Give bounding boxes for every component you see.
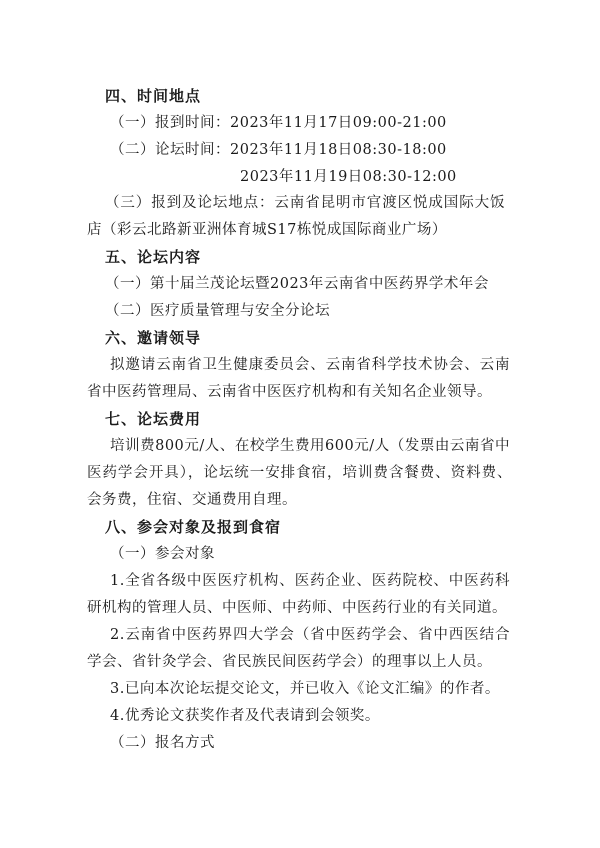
fees-line-2: 医药学会开具），论坛统一安排食宿，培训费含餐费、资料费、 xyxy=(87,465,512,481)
fees-line-1: 培训费800元/人、在校学生费用600元/人（发票由云南省中 xyxy=(110,438,510,454)
venue-line-2: 店（彩云北路新亚洲体育城S17栋悦成国际商业广场） xyxy=(87,222,447,238)
invite-line-2: 省中医药管理局、云南省中医医疗机构和有关知名企业领导。 xyxy=(87,384,492,400)
heading-fees: 七、论坛费用 xyxy=(105,410,202,428)
forum-time-day1: （二）论坛时间：2023年11月18日08:30-18:00 xyxy=(110,142,447,158)
attendees-sub-2: （二）报名方式 xyxy=(110,735,215,751)
venue-line-1: （三）报到及论坛地点：云南省昆明市官渡区悦成国际大饭 xyxy=(105,195,505,211)
invite-line-1: 拟邀请云南省卫生健康委员会、云南省科学技术协会、云南 xyxy=(110,357,510,373)
forum-time-day2: 2023年11月19日08:30-12:00 xyxy=(240,169,457,185)
fees-line-3: 会务费，住宿、交通费用自理。 xyxy=(87,492,297,508)
heading-content: 五、论坛内容 xyxy=(105,248,202,266)
attendees-p2-line-2: 学会、省针灸学会、省民族民间医药学会）的理事以上人员。 xyxy=(87,654,492,670)
content-item-1: （一）第十届兰茂论坛暨2023年云南省中医药界学术年会 xyxy=(105,276,489,292)
attendees-p1-line-1: 1.全省各级中医医疗机构、医药企业、医药院校、中医药科 xyxy=(110,573,510,589)
heading-time-place: 四、时间地点 xyxy=(105,87,202,105)
attendees-p2-line-1: 2.云南省中医药界四大学会（省中医药学会、省中西医结合 xyxy=(110,627,510,643)
attendees-sub-1: （一）参会对象 xyxy=(110,546,215,562)
registration-time: （一）报到时间：2023年11月17日09:00-21:00 xyxy=(110,115,447,131)
heading-invite: 六、邀请领导 xyxy=(105,329,202,347)
attendees-p3: 3.已向本次论坛提交论文，并已收入《论文汇编》的作者。 xyxy=(110,681,500,697)
attendees-p4: 4.优秀论文获奖作者及代表请到会领奖。 xyxy=(110,708,380,724)
heading-attendees: 八、参会对象及报到食宿 xyxy=(105,518,282,536)
attendees-p1-line-2: 研机构的管理人员、中医师、中药师、中医药行业的有关同道。 xyxy=(87,600,507,616)
content-item-2: （二）医疗质量管理与安全分论坛 xyxy=(105,303,330,319)
